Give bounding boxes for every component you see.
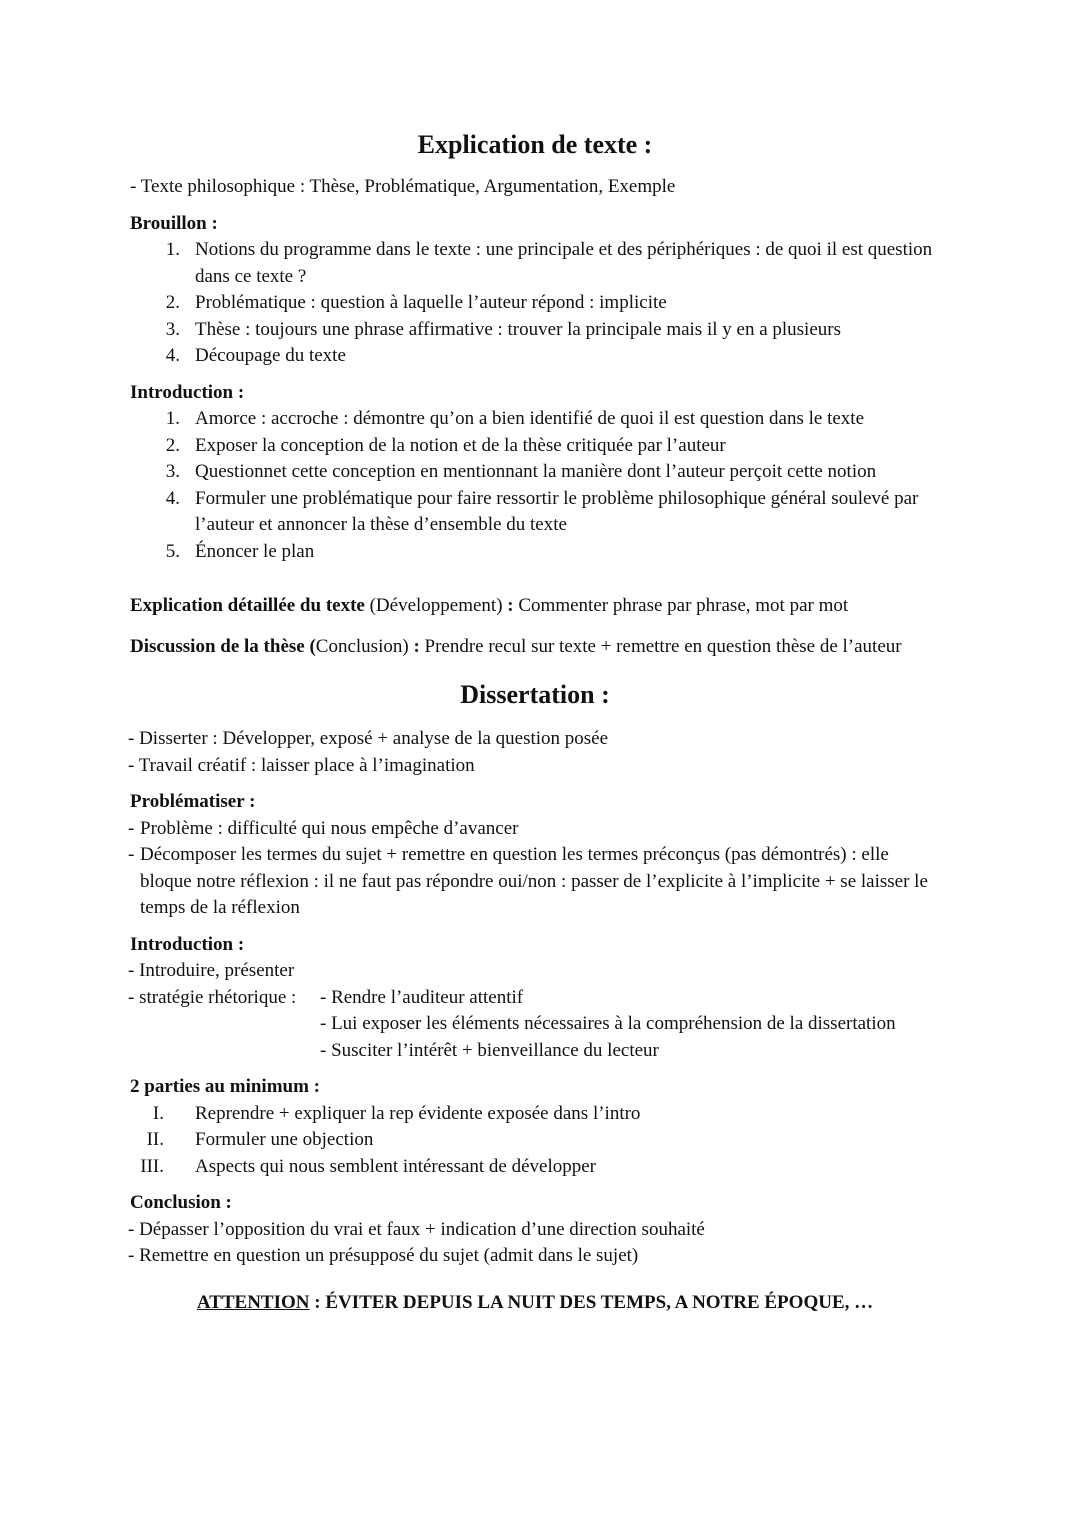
problematiser-heading: Problématiser : bbox=[130, 791, 256, 812]
strategy-item: - Rendre l’auditeur attentif bbox=[320, 986, 524, 1008]
conclusion-line: - Dépasser l’opposition du vrai et faux + indication d’une direction souhaité bbox=[128, 1218, 705, 1240]
list-item: - Décomposer les termes du sujet + remettre en question les termes préconçus (pas démontrés) : elle bloque notre réflexion : il ne faut pas répondre oui/non : passer de l’explicite à l’implicite + se laisser le temps de la réflexion bbox=[128, 844, 928, 918]
dissertation-title: Dissertation : bbox=[460, 680, 610, 709]
list-item: II. Formuler une objection bbox=[146, 1129, 374, 1150]
brouillon-list bbox=[130, 237, 940, 370]
introduction-line: - Introduire, présenter bbox=[128, 960, 295, 981]
conclusion-line: - Remettre en question un présupposé du sujet (admit dans le sujet) bbox=[128, 1245, 639, 1266]
strategy-item: - Lui exposer les éléments nécessaires à la compréhension de la dissertation bbox=[320, 1013, 896, 1034]
list-item: I. Reprendre + expliquer la rep évidente exposée dans l’intro bbox=[152, 1102, 641, 1124]
explication-introduction-heading: Introduction : bbox=[130, 381, 245, 403]
dissertation-introduction-heading: Introduction : bbox=[130, 933, 245, 955]
list-item: 1. Notions du programme dans le texte : une principale et des périphériques : de quoi il est question dans ce texte ? bbox=[165, 239, 933, 287]
list-item: 2. Exposer la conception de la notion et de la thèse critiquée par l’auteur bbox=[165, 434, 726, 456]
list-item: - Problème : difficulté qui nous empêche d’avancer bbox=[128, 817, 519, 839]
list-item: 5. Énoncer le plan bbox=[165, 540, 315, 562]
list-item: 4. Formuler une problématique pour faire ressortir le problème philosophique général soulevé par l’auteur et annoncer la thèse d’ensemble du texte bbox=[165, 487, 919, 535]
strategy-block bbox=[128, 985, 940, 1065]
document-page bbox=[130, 128, 940, 1316]
explication-title: Explication de texte : bbox=[417, 130, 653, 159]
list-item: 2. Problématique : question à laquelle l’auteur répond : implicite bbox=[165, 292, 667, 313]
explication-intro-line: - Texte philosophique : Thèse, Problématique, Argumentation, Exemple bbox=[130, 176, 676, 197]
discussion-paragraph: Discussion de la thèse (Conclusion) : Prendre recul sur texte + remettre en question thèse de l’auteur bbox=[130, 635, 902, 657]
dissertation-line: - Disserter : Développer, exposé + analyse de la question posée bbox=[128, 728, 609, 749]
explication-introduction-list bbox=[130, 406, 940, 565]
strategy-item: - Susciter l’intérêt + bienveillance du lecteur bbox=[320, 1039, 659, 1061]
dissertation-line: - Travail créatif : laisser place à l’imagination bbox=[128, 754, 475, 776]
list-item: 1. Amorce : accroche : démontre qu’on a bien identifié de quoi il est question dans le texte bbox=[165, 408, 864, 429]
conclusion-heading: Conclusion : bbox=[130, 1192, 232, 1213]
list-item: 3. Thèse : toujours une phrase affirmative : trouver la principale mais il y en a plusieurs bbox=[165, 318, 841, 340]
attention-note bbox=[130, 1290, 940, 1317]
explication-detail-paragraph: Explication détaillée du texte (Développement) : Commenter phrase par phrase, mot par mot bbox=[130, 595, 849, 616]
parties-heading: 2 parties au minimum : bbox=[130, 1076, 320, 1097]
attention-text: : ÉVITER DEPUIS LA NUIT DES TEMPS, A NOTRE ÉPOQUE, … bbox=[309, 1291, 874, 1313]
list-item: III. Aspects qui nous semblent intéressant de développer bbox=[140, 1155, 597, 1177]
attention-label: ATTENTION bbox=[196, 1291, 310, 1313]
strategy-label: - stratégie rhétorique : bbox=[128, 986, 297, 1008]
brouillon-heading: Brouillon : bbox=[130, 212, 218, 234]
list-item: 4. Découpage du texte bbox=[165, 345, 346, 366]
parties-list bbox=[130, 1101, 940, 1181]
list-item: 3. Questionnet cette conception en mentionnant la manière dont l’auteur perçoit cette notion bbox=[165, 461, 877, 482]
